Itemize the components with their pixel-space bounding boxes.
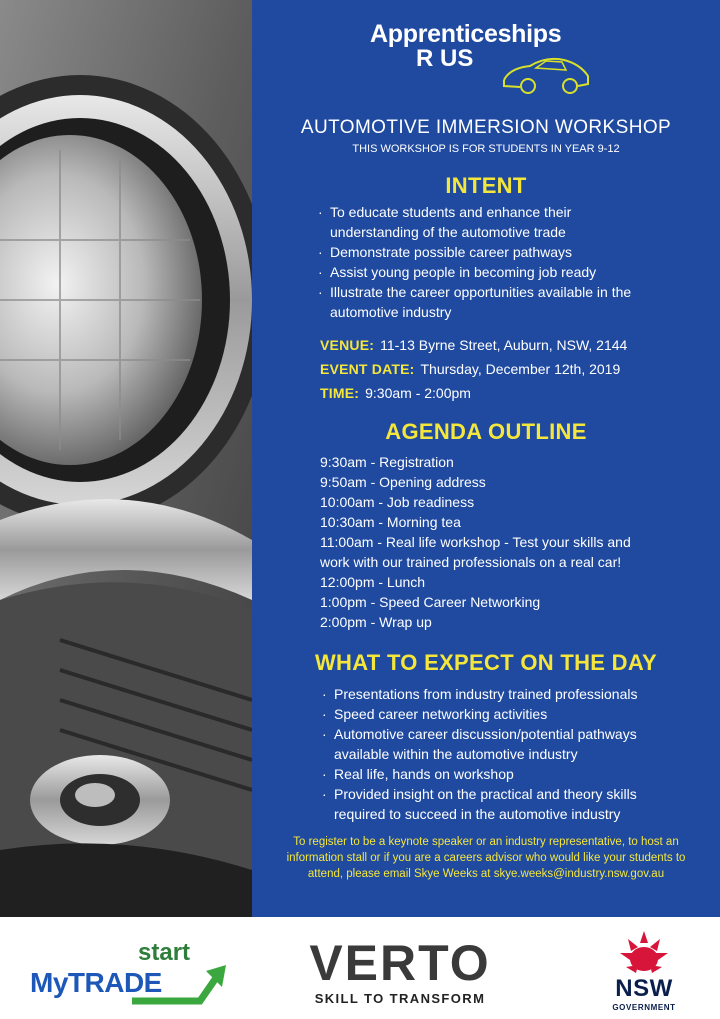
bullet-dot-icon: · xyxy=(318,204,323,220)
list-item: · Automotive career discussion/potential pathways available within the automotive industry xyxy=(322,726,637,762)
workshop-subtitle: THIS WORKSHOP IS FOR STUDENTS IN YEAR 9-12 xyxy=(352,143,620,155)
green-arrow-icon xyxy=(130,961,230,1005)
agenda-item: 10:00am - Job readiness xyxy=(320,494,475,510)
headlight-image xyxy=(0,0,252,917)
workshop-title: AUTOMOTIVE IMMERSION WORKSHOP xyxy=(300,117,672,138)
registration-note: To register to be a keynote speaker or an industry representative, to host an information stall or if you are a careers advisor who would like your students to attend, please email Skye Weeks at skye.weeks@industry.nsw.gov.au xyxy=(286,836,686,880)
intent-heading: INTENT xyxy=(445,173,527,198)
bullet-dot-icon: · xyxy=(318,284,323,300)
agenda-heading: AGENDA OUTLINE xyxy=(385,419,587,444)
bullet-dot-icon: · xyxy=(318,244,323,260)
waratah-flower-icon xyxy=(618,929,670,975)
bullet-dot-icon: · xyxy=(322,786,327,802)
apprenticeships-r-us-logo xyxy=(370,20,600,98)
verto-logo xyxy=(300,935,500,1015)
agenda-item: 1:00pm - Speed Career Networking xyxy=(320,594,541,610)
sponsor-logos xyxy=(0,917,720,1019)
agenda-list xyxy=(320,452,660,632)
logo-brand-line1: Apprenticeships xyxy=(370,20,562,48)
bullet-dot-icon: · xyxy=(322,766,327,782)
bullet-dot-icon: · xyxy=(322,726,327,742)
list-item: · Illustrate the career opportunities available in the automotive industry xyxy=(318,284,632,320)
verto-name: VERTO xyxy=(309,935,491,991)
nsw-government-logo xyxy=(602,929,686,1017)
list-item: · Speed career networking activities xyxy=(322,706,548,722)
event-date-line xyxy=(320,361,620,377)
event-date-value: Thursday, December 12th, 2019 xyxy=(420,361,621,377)
car-headlight-photo xyxy=(0,0,252,917)
agenda-item: 12:00pm - Lunch xyxy=(320,574,426,590)
intent-list xyxy=(318,202,648,322)
list-item: · Assist young people in becoming job ready xyxy=(318,264,597,280)
car-outline-icon xyxy=(500,50,592,96)
bullet-dot-icon: · xyxy=(318,264,323,280)
logo-brand-line2: R US xyxy=(416,45,474,72)
agenda-item: 9:50am - Opening address xyxy=(320,474,486,490)
time-line xyxy=(320,385,471,401)
bullet-dot-icon: · xyxy=(322,686,327,702)
list-item: · Demonstrate possible career pathways xyxy=(318,244,573,260)
info-panel xyxy=(252,0,720,917)
agenda-item: 10:30am - Morning tea xyxy=(320,514,461,530)
time-label: TIME: xyxy=(320,385,360,401)
nsw-government-text: GOVERNMENT xyxy=(612,1003,676,1012)
time-value: 9:30am - 2:00pm xyxy=(365,385,471,401)
venue-label: VENUE: xyxy=(320,337,375,353)
agenda-item: 9:30am - Registration xyxy=(320,454,454,470)
verto-tagline: SKILL TO TRANSFORM xyxy=(314,991,486,1006)
list-item: · Provided insight on the practical and theory skills required to succeed in the automotive industry xyxy=(322,786,637,822)
bullet-dot-icon: · xyxy=(322,706,327,722)
agenda-item: 2:00pm - Wrap up xyxy=(320,614,432,630)
start-mytrade-logo xyxy=(30,939,230,1005)
list-item: · Real life, hands on workshop xyxy=(322,766,514,782)
mytrade-name-text: MyTRADE xyxy=(30,967,162,998)
venue-value: 11-13 Byrne Street, Auburn, NSW, 2144 xyxy=(380,337,628,353)
list-item: · Presentations from industry trained professionals xyxy=(322,686,638,702)
expect-list xyxy=(322,684,662,824)
event-date-label: EVENT DATE: xyxy=(320,361,415,377)
list-item: · To educate students and enhance their understanding of the automotive trade xyxy=(318,204,572,240)
expect-heading: WHAT TO EXPECT ON THE DAY xyxy=(314,650,657,675)
agenda-item: 11:00am - Real life workshop - Test your skills and work with our trained professionals on a real car! xyxy=(320,534,631,570)
nsw-name: NSW xyxy=(615,975,673,1002)
venue-line xyxy=(320,337,627,353)
mytrade-start-text: start xyxy=(138,939,191,966)
